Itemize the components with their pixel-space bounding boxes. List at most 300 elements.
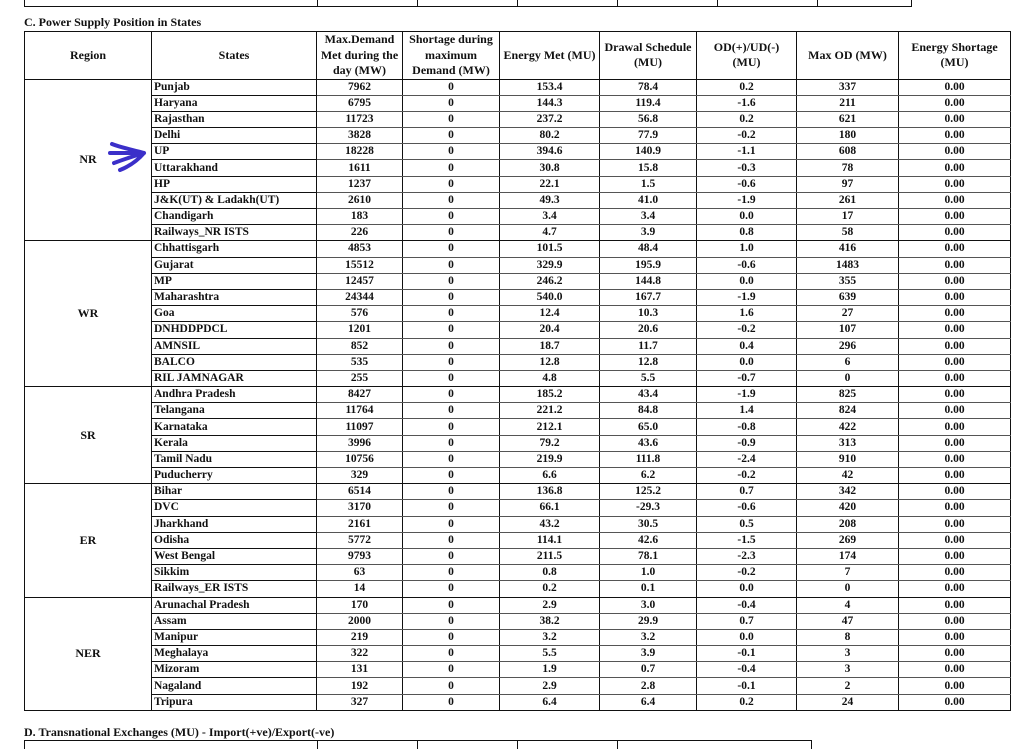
table-row	[25, 468, 1011, 484]
state-name: DNHDDPDCL	[152, 322, 317, 338]
shortage: 0	[403, 629, 500, 645]
state-name: UP	[152, 144, 317, 160]
drawal-schedule: 20.6	[600, 322, 697, 338]
state-name: Delhi	[152, 128, 317, 144]
energy-shortage: 0.00	[899, 289, 1011, 305]
state-name: Railways_NR ISTS	[152, 225, 317, 241]
shortage: 0	[403, 484, 500, 500]
energy-shortage: 0.00	[899, 354, 1011, 370]
shortage: 0	[403, 468, 500, 484]
max-demand: 4853	[317, 241, 403, 257]
max-od: 24	[797, 694, 899, 710]
energy-shortage: 0.00	[899, 241, 1011, 257]
table-row	[25, 403, 1011, 419]
shortage: 0	[403, 581, 500, 597]
max-demand: 3170	[317, 500, 403, 516]
max-od: 0	[797, 581, 899, 597]
state-name: Mizoram	[152, 662, 317, 678]
energy-shortage: 0.00	[899, 629, 1011, 645]
max-od: 2	[797, 678, 899, 694]
table-row	[25, 354, 1011, 370]
energy-met: 540.0	[500, 289, 600, 305]
max-demand: 63	[317, 565, 403, 581]
state-name: West Bengal	[152, 548, 317, 564]
state-name: Manipur	[152, 629, 317, 645]
shortage: 0	[403, 95, 500, 111]
max-od: 824	[797, 403, 899, 419]
shortage: 0	[403, 176, 500, 192]
state-name: J&K(UT) & Ladakh(UT)	[152, 192, 317, 208]
previous-table-divider	[617, 0, 618, 6]
drawal-schedule: 12.8	[600, 354, 697, 370]
state-name: BALCO	[152, 354, 317, 370]
table-row	[25, 662, 1011, 678]
od-ud: 0.2	[697, 111, 797, 127]
max-od: 58	[797, 225, 899, 241]
energy-met: 0.2	[500, 581, 600, 597]
max-od: 47	[797, 613, 899, 629]
state-name: Assam	[152, 613, 317, 629]
max-demand: 11723	[317, 111, 403, 127]
energy-shortage: 0.00	[899, 662, 1011, 678]
shortage: 0	[403, 241, 500, 257]
shortage: 0	[403, 451, 500, 467]
drawal-schedule: 78.4	[600, 79, 697, 95]
max-demand: 535	[317, 354, 403, 370]
header-shortage: Shortage during maximum Demand (MW)	[403, 32, 500, 80]
next-table-edge	[24, 740, 812, 749]
energy-shortage: 0.00	[899, 338, 1011, 354]
energy-shortage: 0.00	[899, 548, 1011, 564]
energy-shortage: 0.00	[899, 484, 1011, 500]
shortage: 0	[403, 419, 500, 435]
energy-shortage: 0.00	[899, 144, 1011, 160]
next-table-divider	[417, 741, 418, 749]
max-od: 422	[797, 419, 899, 435]
max-demand: 1237	[317, 176, 403, 192]
energy-met: 18.7	[500, 338, 600, 354]
energy-met: 246.2	[500, 273, 600, 289]
max-demand: 131	[317, 662, 403, 678]
energy-met: 43.2	[500, 516, 600, 532]
energy-shortage: 0.00	[899, 192, 1011, 208]
od-ud: -0.2	[697, 468, 797, 484]
energy-met: 144.3	[500, 95, 600, 111]
drawal-schedule: 84.8	[600, 403, 697, 419]
drawal-schedule: 41.0	[600, 192, 697, 208]
table-row	[25, 516, 1011, 532]
od-ud: 0.7	[697, 484, 797, 500]
max-demand: 1201	[317, 322, 403, 338]
header-drawal-schedule: Drawal Schedule (MU)	[600, 32, 697, 80]
max-od: 42	[797, 468, 899, 484]
energy-met: 6.6	[500, 468, 600, 484]
shortage: 0	[403, 678, 500, 694]
max-od: 0	[797, 370, 899, 386]
shortage: 0	[403, 662, 500, 678]
table-row	[25, 532, 1011, 548]
region-cell: SR	[25, 387, 152, 484]
next-table-divider	[617, 741, 618, 749]
od-ud: 0.0	[697, 629, 797, 645]
energy-shortage: 0.00	[899, 516, 1011, 532]
shortage: 0	[403, 532, 500, 548]
state-name: Railways_ER ISTS	[152, 581, 317, 597]
table-body	[25, 79, 1011, 710]
max-demand: 3996	[317, 435, 403, 451]
table-row	[25, 565, 1011, 581]
energy-met: 237.2	[500, 111, 600, 127]
od-ud: 1.4	[697, 403, 797, 419]
table-row	[25, 257, 1011, 273]
energy-met: 20.4	[500, 322, 600, 338]
max-demand: 219	[317, 629, 403, 645]
power-supply-table	[24, 31, 1011, 711]
state-name: HP	[152, 176, 317, 192]
od-ud: 0.0	[697, 581, 797, 597]
state-name: Jharkhand	[152, 516, 317, 532]
max-demand: 327	[317, 694, 403, 710]
table-row	[25, 322, 1011, 338]
od-ud: 0.4	[697, 338, 797, 354]
table-row	[25, 370, 1011, 386]
energy-shortage: 0.00	[899, 597, 1011, 613]
drawal-schedule: 3.2	[600, 629, 697, 645]
energy-met: 4.8	[500, 370, 600, 386]
state-name: MP	[152, 273, 317, 289]
energy-met: 2.9	[500, 678, 600, 694]
table-row	[25, 79, 1011, 95]
header-max-demand: Max.Demand Met during the day (MW)	[317, 32, 403, 80]
state-name: RIL JAMNAGAR	[152, 370, 317, 386]
max-od: 3	[797, 662, 899, 678]
table-row	[25, 613, 1011, 629]
drawal-schedule: 5.5	[600, 370, 697, 386]
state-name: Maharashtra	[152, 289, 317, 305]
drawal-schedule: 2.8	[600, 678, 697, 694]
header-energy-met: Energy Met (MU)	[500, 32, 600, 80]
table-row	[25, 678, 1011, 694]
max-demand: 11764	[317, 403, 403, 419]
od-ud: -0.8	[697, 419, 797, 435]
table-row	[25, 500, 1011, 516]
shortage: 0	[403, 128, 500, 144]
od-ud: -1.6	[697, 95, 797, 111]
state-name: Punjab	[152, 79, 317, 95]
table-row	[25, 484, 1011, 500]
max-od: 269	[797, 532, 899, 548]
energy-shortage: 0.00	[899, 694, 1011, 710]
od-ud: -0.6	[697, 500, 797, 516]
energy-shortage: 0.00	[899, 95, 1011, 111]
energy-shortage: 0.00	[899, 111, 1011, 127]
max-demand: 2161	[317, 516, 403, 532]
energy-shortage: 0.00	[899, 306, 1011, 322]
drawal-schedule: 6.4	[600, 694, 697, 710]
table-row	[25, 338, 1011, 354]
max-od: 337	[797, 79, 899, 95]
energy-met: 66.1	[500, 500, 600, 516]
od-ud: 1.0	[697, 241, 797, 257]
od-ud: 0.0	[697, 354, 797, 370]
energy-shortage: 0.00	[899, 468, 1011, 484]
energy-met: 6.4	[500, 694, 600, 710]
max-od: 208	[797, 516, 899, 532]
od-ud: -1.5	[697, 532, 797, 548]
max-od: 342	[797, 484, 899, 500]
max-demand: 15512	[317, 257, 403, 273]
energy-shortage: 0.00	[899, 451, 1011, 467]
table-row	[25, 273, 1011, 289]
previous-table-divider	[817, 0, 818, 6]
header-row	[25, 32, 1011, 80]
table-row	[25, 111, 1011, 127]
previous-table-divider	[717, 0, 718, 6]
od-ud: 1.6	[697, 306, 797, 322]
shortage: 0	[403, 354, 500, 370]
shortage: 0	[403, 694, 500, 710]
state-name: Bihar	[152, 484, 317, 500]
max-demand: 852	[317, 338, 403, 354]
energy-met: 30.8	[500, 160, 600, 176]
header-max-od: Max OD (MW)	[797, 32, 899, 80]
energy-shortage: 0.00	[899, 500, 1011, 516]
shortage: 0	[403, 597, 500, 613]
od-ud: -0.2	[697, 565, 797, 581]
header-region: Region	[25, 32, 152, 80]
max-od: 7	[797, 565, 899, 581]
max-od: 180	[797, 128, 899, 144]
state-name: Chandigarh	[152, 209, 317, 225]
state-name: Meghalaya	[152, 646, 317, 662]
energy-shortage: 0.00	[899, 322, 1011, 338]
shortage: 0	[403, 435, 500, 451]
max-demand: 9793	[317, 548, 403, 564]
energy-met: 0.8	[500, 565, 600, 581]
energy-met: 114.1	[500, 532, 600, 548]
table-row	[25, 435, 1011, 451]
max-demand: 576	[317, 306, 403, 322]
max-od: 420	[797, 500, 899, 516]
energy-met: 221.2	[500, 403, 600, 419]
max-demand: 322	[317, 646, 403, 662]
od-ud: -0.4	[697, 662, 797, 678]
max-od: 1483	[797, 257, 899, 273]
energy-met: 12.4	[500, 306, 600, 322]
drawal-schedule: 1.5	[600, 176, 697, 192]
max-od: 97	[797, 176, 899, 192]
od-ud: -0.2	[697, 128, 797, 144]
od-ud: -0.1	[697, 646, 797, 662]
table-row	[25, 581, 1011, 597]
state-name: Haryana	[152, 95, 317, 111]
max-demand: 329	[317, 468, 403, 484]
shortage: 0	[403, 160, 500, 176]
section-d-title: D. Transnational Exchanges (MU) - Import(+ve)/Export(-ve)	[24, 725, 335, 739]
max-od: 825	[797, 387, 899, 403]
od-ud: 0.2	[697, 694, 797, 710]
table-row	[25, 225, 1011, 241]
energy-shortage: 0.00	[899, 128, 1011, 144]
energy-shortage: 0.00	[899, 273, 1011, 289]
drawal-schedule: 0.7	[600, 662, 697, 678]
max-od: 8	[797, 629, 899, 645]
max-demand: 8427	[317, 387, 403, 403]
energy-shortage: 0.00	[899, 581, 1011, 597]
header-od-ud: OD(+)/UD(-) (MU)	[697, 32, 797, 80]
max-demand: 192	[317, 678, 403, 694]
max-demand: 255	[317, 370, 403, 386]
max-demand: 183	[317, 209, 403, 225]
table-row	[25, 419, 1011, 435]
drawal-schedule: 48.4	[600, 241, 697, 257]
shortage: 0	[403, 306, 500, 322]
max-demand: 11097	[317, 419, 403, 435]
state-name: Karnataka	[152, 419, 317, 435]
shortage: 0	[403, 144, 500, 160]
table-row	[25, 176, 1011, 192]
region-cell: ER	[25, 484, 152, 597]
od-ud: 0.8	[697, 225, 797, 241]
max-demand: 2610	[317, 192, 403, 208]
energy-met: 153.4	[500, 79, 600, 95]
next-table-divider	[317, 741, 318, 749]
state-name: Chhattisgarh	[152, 241, 317, 257]
next-table-divider	[517, 741, 518, 749]
drawal-schedule: 140.9	[600, 144, 697, 160]
energy-met: 2.9	[500, 597, 600, 613]
state-name: AMNSIL	[152, 338, 317, 354]
previous-table-divider	[517, 0, 518, 6]
max-demand: 1611	[317, 160, 403, 176]
energy-met: 101.5	[500, 241, 600, 257]
od-ud: -1.9	[697, 289, 797, 305]
shortage: 0	[403, 548, 500, 564]
energy-shortage: 0.00	[899, 176, 1011, 192]
hand-drawn-arrow-icon	[104, 136, 148, 184]
shortage: 0	[403, 289, 500, 305]
drawal-schedule: 3.4	[600, 209, 697, 225]
drawal-schedule: 43.6	[600, 435, 697, 451]
drawal-schedule: 125.2	[600, 484, 697, 500]
max-od: 416	[797, 241, 899, 257]
max-od: 296	[797, 338, 899, 354]
state-name: Tripura	[152, 694, 317, 710]
od-ud: -1.9	[697, 387, 797, 403]
shortage: 0	[403, 516, 500, 532]
drawal-schedule: 1.0	[600, 565, 697, 581]
max-demand: 12457	[317, 273, 403, 289]
table-row	[25, 209, 1011, 225]
state-name: Arunachal Pradesh	[152, 597, 317, 613]
state-name: Nagaland	[152, 678, 317, 694]
state-name: Sikkim	[152, 565, 317, 581]
state-name: Telangana	[152, 403, 317, 419]
energy-met: 49.3	[500, 192, 600, 208]
max-demand: 170	[317, 597, 403, 613]
state-name: Andhra Pradesh	[152, 387, 317, 403]
max-od: 107	[797, 322, 899, 338]
table-row	[25, 694, 1011, 710]
energy-met: 211.5	[500, 548, 600, 564]
drawal-schedule: 77.9	[600, 128, 697, 144]
max-od: 211	[797, 95, 899, 111]
shortage: 0	[403, 646, 500, 662]
od-ud: -0.9	[697, 435, 797, 451]
max-od: 17	[797, 209, 899, 225]
max-od: 910	[797, 451, 899, 467]
max-demand: 7962	[317, 79, 403, 95]
table-row	[25, 306, 1011, 322]
state-name: Puducherry	[152, 468, 317, 484]
table-row	[25, 289, 1011, 305]
state-name: Uttarakhand	[152, 160, 317, 176]
region-cell: NR	[25, 79, 152, 241]
shortage: 0	[403, 273, 500, 289]
shortage: 0	[403, 225, 500, 241]
od-ud: -0.7	[697, 370, 797, 386]
od-ud: -1.9	[697, 192, 797, 208]
state-name: Odisha	[152, 532, 317, 548]
drawal-schedule: 42.6	[600, 532, 697, 548]
max-od: 6	[797, 354, 899, 370]
header-energy-shortage: Energy Shortage (MU)	[899, 32, 1011, 80]
drawal-schedule: 65.0	[600, 419, 697, 435]
shortage: 0	[403, 111, 500, 127]
energy-shortage: 0.00	[899, 209, 1011, 225]
table-row	[25, 241, 1011, 257]
od-ud: -2.4	[697, 451, 797, 467]
drawal-schedule: 111.8	[600, 451, 697, 467]
energy-shortage: 0.00	[899, 532, 1011, 548]
max-od: 78	[797, 160, 899, 176]
max-od: 639	[797, 289, 899, 305]
section-c-title: C. Power Supply Position in States	[24, 15, 202, 29]
drawal-schedule: 78.1	[600, 548, 697, 564]
shortage: 0	[403, 257, 500, 273]
max-od: 174	[797, 548, 899, 564]
table-row	[25, 160, 1011, 176]
od-ud: 0.0	[697, 209, 797, 225]
shortage: 0	[403, 565, 500, 581]
table-row	[25, 548, 1011, 564]
region-cell: NER	[25, 597, 152, 710]
shortage: 0	[403, 209, 500, 225]
shortage: 0	[403, 370, 500, 386]
energy-met: 22.1	[500, 176, 600, 192]
energy-shortage: 0.00	[899, 387, 1011, 403]
drawal-schedule: 3.9	[600, 646, 697, 662]
max-demand: 2000	[317, 613, 403, 629]
energy-met: 212.1	[500, 419, 600, 435]
energy-shortage: 0.00	[899, 403, 1011, 419]
max-od: 27	[797, 306, 899, 322]
od-ud: -0.1	[697, 678, 797, 694]
drawal-schedule: 3.0	[600, 597, 697, 613]
table-row	[25, 597, 1011, 613]
energy-met: 79.2	[500, 435, 600, 451]
max-od: 3	[797, 646, 899, 662]
table-row	[25, 95, 1011, 111]
shortage: 0	[403, 192, 500, 208]
energy-shortage: 0.00	[899, 79, 1011, 95]
drawal-schedule: 30.5	[600, 516, 697, 532]
drawal-schedule: 167.7	[600, 289, 697, 305]
od-ud: 0.7	[697, 613, 797, 629]
max-demand: 226	[317, 225, 403, 241]
energy-met: 329.9	[500, 257, 600, 273]
state-name: Tamil Nadu	[152, 451, 317, 467]
